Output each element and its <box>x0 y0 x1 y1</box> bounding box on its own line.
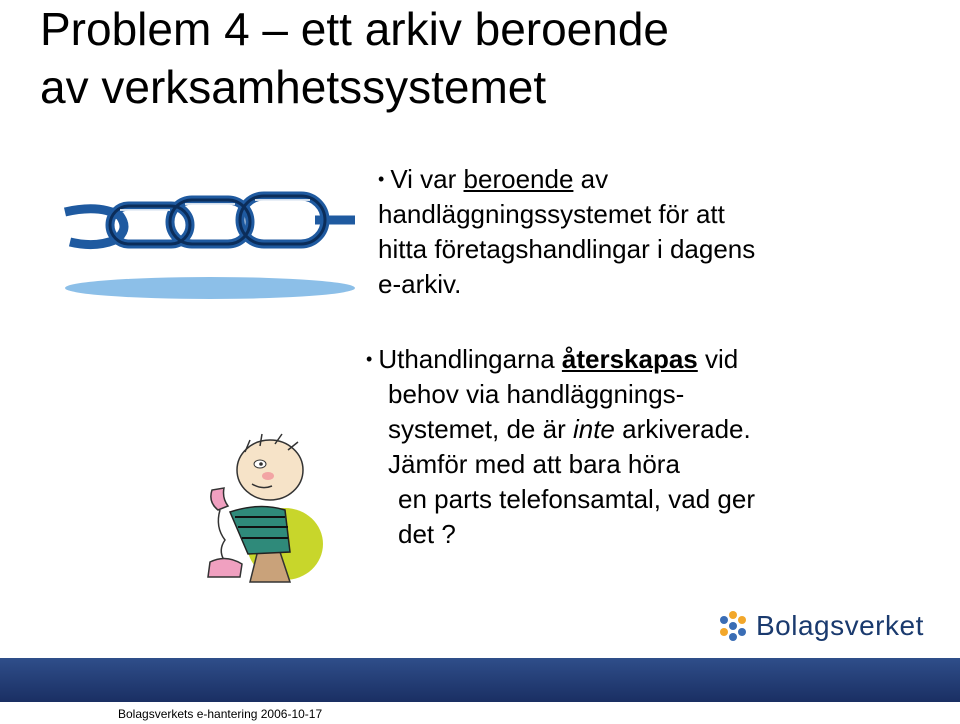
bullet1-line-2: handläggningssystemet för att <box>378 199 725 229</box>
bullet2-line-5: en parts telefonsamtal, vad ger <box>398 484 755 514</box>
logo-text: Bolagsverket <box>756 610 924 641</box>
bullet-item-2 <box>366 342 926 552</box>
bullet-dot-icon: • <box>378 169 385 189</box>
bullet2-line-4: Jämför med att bara höra <box>388 449 680 479</box>
bullet2-bold-word: återskapas <box>561 344 698 374</box>
bullet2-text-a: Uthandlingarna <box>378 344 562 374</box>
chain-illustration-icon <box>60 190 360 310</box>
bullet1-text-b: av <box>573 164 609 194</box>
footer-text: Bolagsverkets e-hantering 2006-10-17 <box>118 707 323 721</box>
bullet1-text-a: Vi var <box>390 164 464 194</box>
bullet-dot-icon: • <box>366 349 373 369</box>
bullet1-line-3: hitta företagshandlingar i dagens <box>378 234 756 264</box>
slide-title <box>40 0 940 116</box>
bolagsverket-logo <box>716 605 936 647</box>
bullet2-line-3 <box>366 412 926 447</box>
bullet2-line-6: det ? <box>398 519 456 549</box>
bullet1-line-4: e-arkiv. <box>378 269 462 299</box>
bullet-item-1 <box>378 162 848 302</box>
bullet2-italic-word: inte <box>572 414 615 444</box>
bullet2-text-b: vid <box>697 344 739 374</box>
bullet2-line3-b: arkiverade. <box>614 414 751 444</box>
bullet1-underlined-word: beroende <box>463 164 574 194</box>
title-line-1: Problem 4 – ett arkiv beroende <box>40 3 670 55</box>
title-line-2: av verksamhetssystemet <box>40 61 547 113</box>
bullet2-line3-a: systemet, de är <box>388 414 573 444</box>
footer-bar <box>0 658 960 702</box>
bullet2-line-2: behov via handläggnings- <box>388 379 685 409</box>
bolagsverket-logo-mark-icon <box>716 609 750 643</box>
man-on-phone-illustration-icon <box>190 432 330 587</box>
